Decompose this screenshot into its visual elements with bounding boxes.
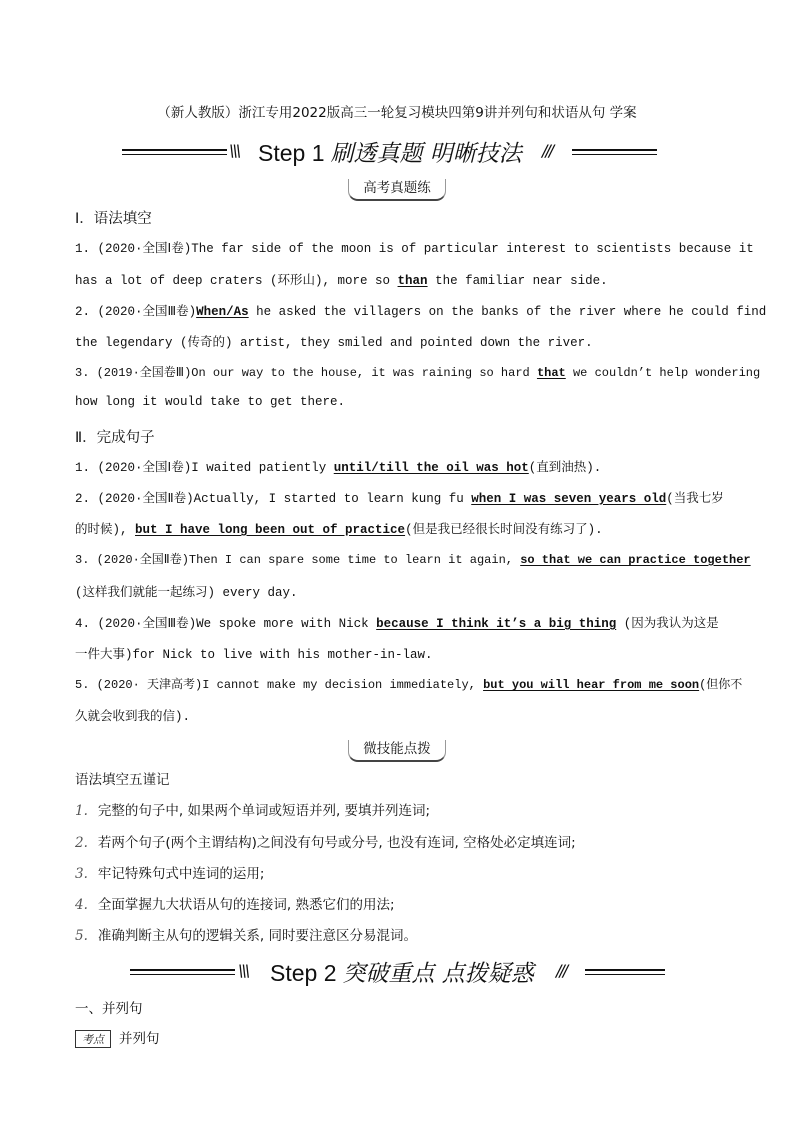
s2-item5-text2: (但你不 (699, 678, 743, 692)
step2-number: Step 2 (270, 960, 337, 986)
s2-item4-text3: 一件大事)for Nick to live with his mother-in-law. (75, 648, 433, 662)
tip-number: 2. (75, 835, 88, 851)
banner-slashes-right: /// (542, 141, 553, 160)
s2-item2-answer2: but I have long been out of practice (135, 523, 406, 537)
step2-heading (270, 955, 534, 988)
s1-item2-text: 2. (2020·全国Ⅲ卷) (75, 305, 197, 319)
tip-text: 完整的句子中, 如果两个单词或短语并列, 要填并列连词; (97, 803, 431, 819)
part1-heading: 一、并列句 (75, 1001, 143, 1017)
s2-item4-answer: because I think it’s a big thing (376, 617, 617, 631)
step1-heading (258, 135, 522, 168)
s2-item5-text3: 久就会收到我的信). (75, 710, 191, 724)
banner-rule-right (585, 969, 665, 975)
s1-item1-line1 (75, 238, 754, 256)
kaodian-text: 并列句 (119, 1031, 160, 1047)
s2-item2-line2 (75, 519, 720, 537)
s1-item2-line1 (75, 301, 767, 319)
s2-item4-line1 (75, 613, 720, 631)
s1-item3-text3: how long it would take to get there. (75, 395, 346, 409)
s2-item5-text: 5. (2020· 天津高考)I cannot make my decision immediately, (75, 678, 484, 692)
tip-number: 5. (75, 928, 88, 944)
gaokao-tag: 高考真题练 (348, 179, 446, 201)
s2-item1-answer: until/till the oil was hot (333, 461, 529, 475)
s1-item3-text2: we couldn’t help wondering (565, 366, 761, 380)
step1-banner (0, 135, 794, 169)
s1-item2-text3: the legendary (传奇的) artist, they smiled and pointed down the river. (75, 336, 593, 350)
banner-slashes-left: \\\ (229, 141, 240, 160)
s2-item5-line2 (75, 706, 720, 724)
s2-item4-text2: (因为我认为这是 (616, 617, 719, 631)
tip-item-2 (75, 831, 576, 851)
s2-item4-text: 4. (2020·全国Ⅲ卷)We spoke more with Nick (75, 617, 377, 631)
section1-heading: Ⅰ．语法填空 (75, 211, 152, 227)
s2-item3-line1 (75, 550, 751, 567)
s1-item1-answer: than (397, 274, 428, 288)
s1-item1-text2: has a lot of deep craters (环形山), more so (75, 274, 398, 288)
banner-slashes-left: \\\ (238, 961, 249, 980)
s2-item1-text: 1. (2020·全国Ⅰ卷)I waited patiently (75, 461, 334, 475)
tip-number: 3. (75, 866, 88, 882)
s2-item2-line1 (75, 488, 724, 506)
gaokao-tag-row (0, 176, 794, 196)
s2-item2-answer: when I was seven years old (471, 492, 667, 506)
s1-item3-line1 (75, 363, 761, 380)
tip-item-5 (75, 924, 417, 944)
s2-item2-text2: (当我七岁 (666, 492, 724, 506)
s1-item2-answer: When/As (196, 305, 249, 319)
s1-item1-text: 1. (2020·全国Ⅰ卷)The far side of the moon is of particular interest to scientists because it (75, 242, 754, 256)
s2-item4-line2 (75, 644, 720, 662)
s2-item2-text3: 的时候), (75, 523, 136, 537)
s2-item5-line1 (75, 675, 743, 692)
step1-number: Step 1 (258, 140, 325, 166)
step1-title: 刷透真题 明晰技法 (330, 141, 522, 167)
s2-item3-answer: so that we can practice together (520, 553, 751, 567)
tip-text: 全面掌握九大状语从句的连接词, 熟悉它们的用法; (97, 897, 395, 913)
tip-number: 4. (75, 897, 88, 913)
s2-item3-text: 3. (2020·全国Ⅱ卷)Then I can spare some time to learn it again, (75, 553, 521, 567)
s2-item5-answer: but you will hear from me soon (483, 678, 700, 692)
kaodian-row (75, 1027, 160, 1048)
s1-item2-text2: he asked the villagers on the banks of the river where he could find (248, 305, 767, 319)
tip-number: 1. (75, 803, 88, 819)
s1-item3-answer: that (536, 366, 566, 380)
skill-tag-row (0, 737, 794, 757)
s2-item2-text4: (但是我已经很长时间没有练习了). (405, 523, 603, 537)
s1-item3-line2 (75, 395, 720, 409)
tips-title: 语法填空五谨记 (75, 772, 170, 788)
banner-rule-left (130, 969, 235, 975)
s2-item2-text: 2. (2020·全国Ⅱ卷)Actually, I started to learn kung fu (75, 492, 472, 506)
tip-item-3 (75, 862, 264, 882)
banner-rule-right (572, 149, 657, 155)
s1-item3-text: 3. (2019·全国卷Ⅲ)On our way to the house, it was raining so hard (75, 366, 537, 380)
s2-item1-text2: (直到油热). (528, 461, 602, 475)
kaodian-label: 考点 (75, 1030, 111, 1048)
tip-text: 牢记特殊句式中连词的运用; (97, 866, 265, 882)
banner-slashes-right: /// (556, 961, 567, 980)
s1-item1-text3: the familiar near side. (427, 274, 608, 288)
tip-text: 准确判断主从句的逻辑关系, 同时要注意区分易混词。 (97, 928, 417, 944)
step2-banner (0, 955, 794, 989)
step2-title: 突破重点 点拨疑惑 (342, 961, 534, 987)
s1-item2-line2 (75, 332, 720, 350)
document-title: （新人教版）浙江专用2022版高三一轮复习模块四第9讲并列句和状语从句 学案 (157, 105, 637, 121)
tip-item-1 (75, 799, 430, 819)
banner-rule-left (122, 149, 227, 155)
s1-item1-line2 (75, 270, 720, 288)
s2-item3-text3: (这样我们就能一起练习) every day. (75, 586, 298, 600)
section2-heading: Ⅱ．完成句子 (75, 430, 155, 446)
tip-item-4 (75, 893, 395, 913)
s2-item1-line1 (75, 457, 720, 475)
s2-item3-line2 (75, 582, 720, 600)
tip-text: 若两个句子(两个主谓结构)之间没有句号或分号, 也没有连词, 空格处必定填连词; (97, 835, 576, 851)
skill-tag: 微技能点拨 (348, 740, 446, 762)
